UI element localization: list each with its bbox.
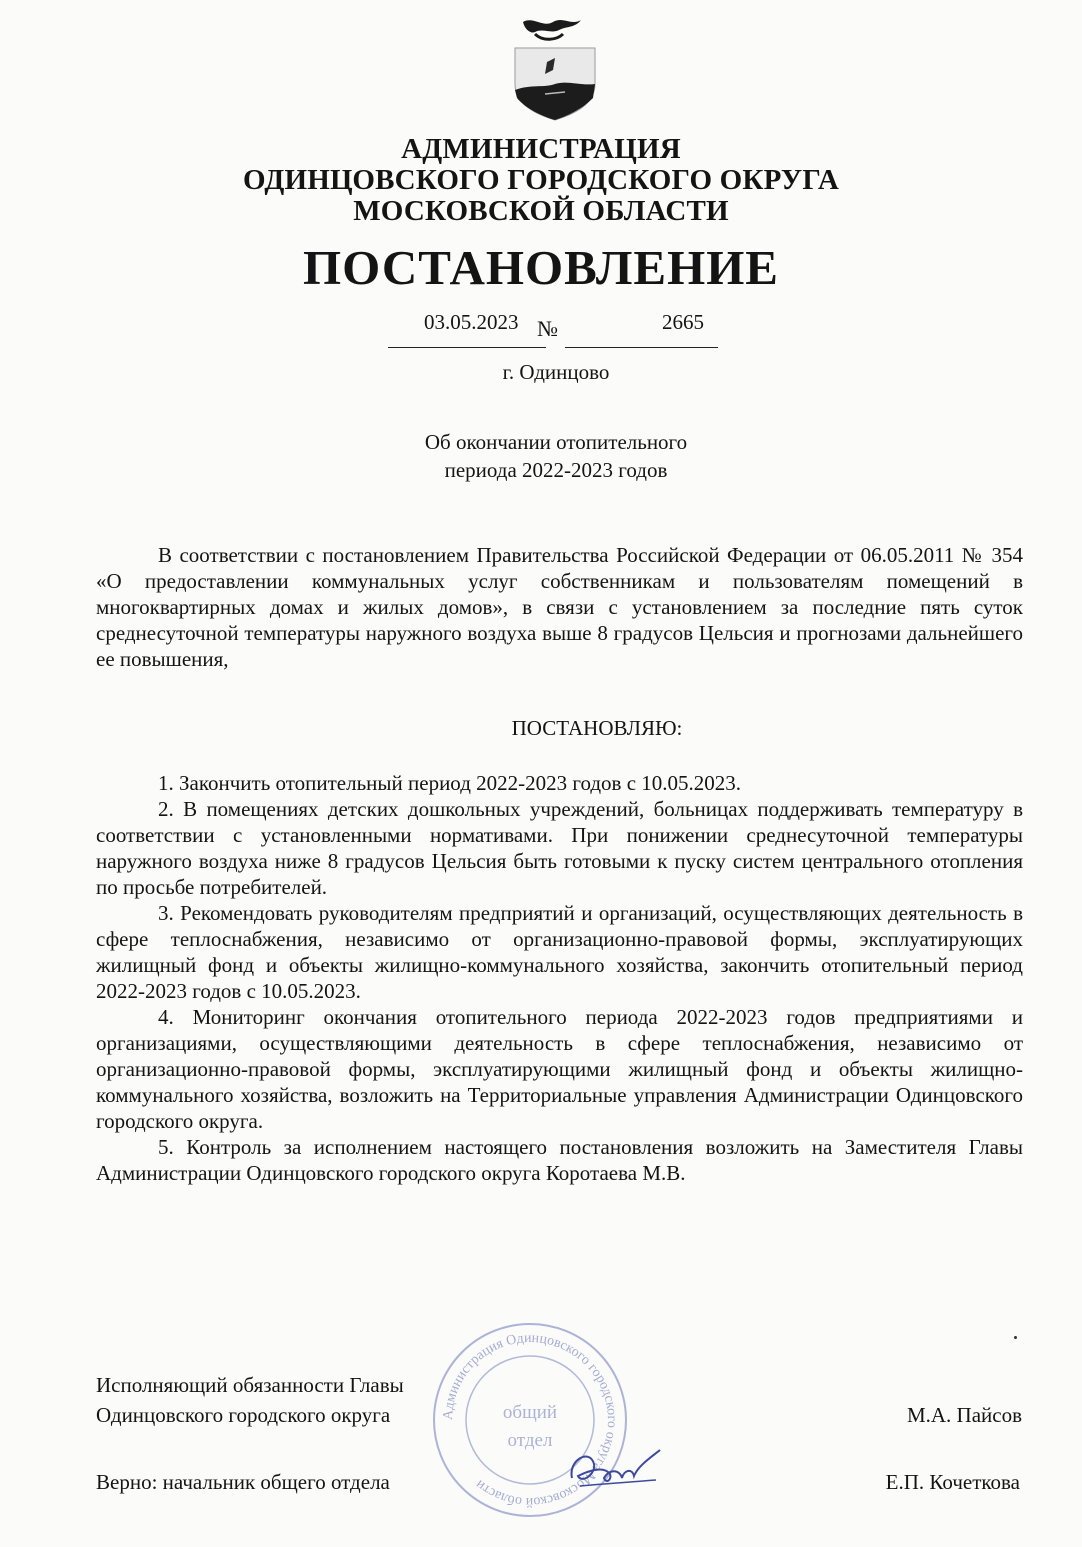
- handwritten-signature: [560, 1440, 670, 1500]
- certifier-name: Е.П. Кочеткова: [885, 1470, 1020, 1494]
- document-date: 03.05.2023: [424, 310, 519, 334]
- preamble-paragraph: В соответствии с постановлением Правительства Российской Федерации от 06.05.2011 № 354 «О предоставлении коммунальных услуг собственникам и пользователям помещений в многоквартирных домах и жилых домов», в связи с установлением за последние пять суток среднесуточной температуры наружного воздуха выше 8 градусов Цельсия и прогнозами дальнейшего ее повышения,: [96, 543, 1023, 671]
- subject-line-1: Об окончании отопительного: [424, 430, 688, 454]
- signer-position-line-1: Исполняющий обязанности Главы: [96, 1373, 404, 1397]
- certification-label: Верно: начальник общего отдела: [96, 1470, 390, 1494]
- registration-line: [380, 310, 725, 352]
- number-underline: [565, 347, 718, 348]
- org-line-1: АДМИНИСТРАЦИЯ: [401, 133, 681, 165]
- subject-line-2: периода 2022-2023 годов: [444, 458, 668, 482]
- number-sign: №: [537, 316, 558, 341]
- issuing-authority: [0, 134, 1082, 227]
- coat-of-arms-emblem: [505, 14, 605, 122]
- date-underline: [388, 347, 546, 348]
- decree-item: 2. В помещениях детских дошкольных учреждений, больницах поддерживать температуру в соответствии с установленными нормативами. При понижении среднесуточной температуры наружного воздуха ниже 8 градусов Цельсия быть готовыми к пуску систем центрального отопления по просьбе потребителей.: [96, 797, 1023, 899]
- document-subject: [0, 428, 1082, 484]
- signer-position: [96, 1370, 404, 1430]
- org-line-2: ОДИНЦОВСКОГО ГОРОДСКОГО ОКРУГА: [243, 164, 839, 196]
- scan-speck: [1014, 1336, 1017, 1339]
- stamp-ring-text: Администрация Одинцовского городского округа Московской области: [440, 1330, 620, 1510]
- org-line-3: МОСКОВСКОЙ ОБЛАСТИ: [353, 195, 729, 227]
- signer-name: М.А. Пайсов: [906, 1403, 1022, 1427]
- decree-item: 4. Мониторинг окончания отопительного периода 2022-2023 годов предприятиями и организациями, осуществляющими деятельность в сфере теплоснабжения, независимо от организационно-правовой формы, эксплуатирующими жилищный фонд и объекты жилищно-коммунального хозяйства, возложить на Территориальные управления Администрации Одинцовского городского округа.: [96, 1005, 1023, 1133]
- document-number: 2665: [662, 310, 704, 334]
- document-type-title: ПОСТАНОВЛЕНИЕ: [303, 240, 779, 295]
- stamp-center-line-2: отдел: [507, 1430, 553, 1451]
- decree-items: [96, 770, 1023, 1186]
- decree-item: 1. Закончить отопительный период 2022-2023 годов с 10.05.2023.: [158, 771, 742, 795]
- stamp-center-line-1: общий: [502, 1402, 558, 1423]
- decree-item: 5. Контроль за исполнением настоящего постановления возложить на Заместителя Главы Администрации Одинцовского городского округа Коротаева М.В.: [96, 1135, 1023, 1185]
- decree-word: ПОСТАНОВЛЯЮ:: [511, 716, 683, 740]
- decree-item: 3. Рекомендовать руководителям предприятий и организаций, осуществляющих деятельность в сфере теплоснабжения, независимо от организационно-правовой формы, эксплуатирующих жилищный фонд и объекты жилищно-коммунального хозяйства, закончить отопительный период 2022-2023 годов с 10.05.2023.: [96, 901, 1023, 1003]
- city-of-issue: г. Одинцово: [502, 360, 610, 384]
- signer-position-line-2: Одинцовского городского округа: [96, 1403, 391, 1427]
